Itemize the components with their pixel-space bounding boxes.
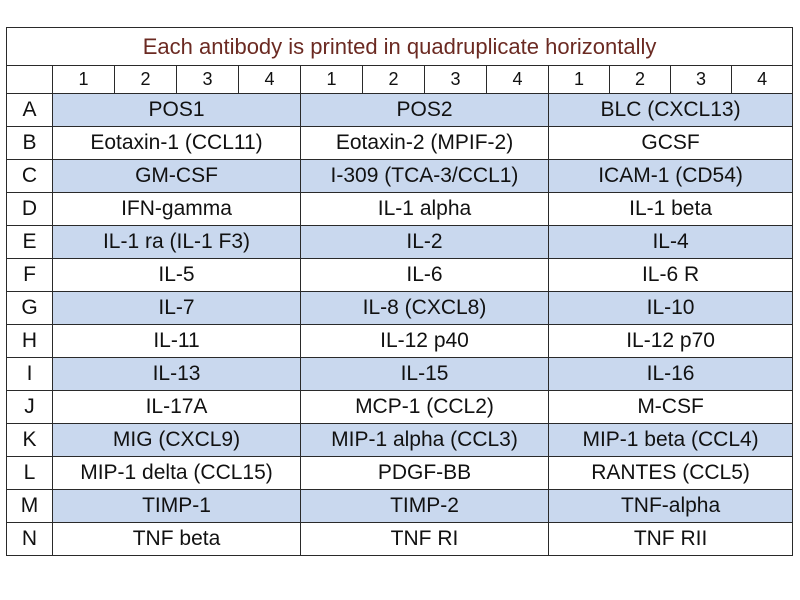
antibody-cell: MCP-1 (CCL2): [301, 391, 549, 424]
row-label: I: [7, 358, 53, 391]
row-label: B: [7, 127, 53, 160]
row-label: M: [7, 490, 53, 523]
row-label: L: [7, 457, 53, 490]
antibody-cell: MIP-1 alpha (CCL3): [301, 424, 549, 457]
antibody-cell: IL-5: [53, 259, 301, 292]
antibody-cell: RANTES (CCL5): [549, 457, 793, 490]
antibody-cell: POS2: [301, 94, 549, 127]
antibody-cell: IL-6: [301, 259, 549, 292]
column-number-row: [7, 66, 793, 94]
antibody-cell: IL-16: [549, 358, 793, 391]
table-row: [7, 193, 793, 226]
table-row: [7, 358, 793, 391]
table-row: [7, 127, 793, 160]
antibody-array-table: [6, 27, 793, 556]
table-row: [7, 226, 793, 259]
column-number: 1: [53, 66, 115, 94]
row-label: G: [7, 292, 53, 325]
antibody-cell: Eotaxin-2 (MPIF-2): [301, 127, 549, 160]
column-number: 2: [610, 66, 671, 94]
table-row: [7, 325, 793, 358]
antibody-cell: TIMP-2: [301, 490, 549, 523]
column-number: 4: [239, 66, 301, 94]
column-number: 3: [425, 66, 487, 94]
table-row: [7, 94, 793, 127]
column-number: 3: [177, 66, 239, 94]
column-number: 4: [732, 66, 793, 94]
table-row: [7, 490, 793, 523]
antibody-cell: IL-8 (CXCL8): [301, 292, 549, 325]
antibody-cell: IL-15: [301, 358, 549, 391]
table-row: [7, 160, 793, 193]
column-number: 3: [671, 66, 732, 94]
row-label: D: [7, 193, 53, 226]
row-label: H: [7, 325, 53, 358]
antibody-cell: IL-1 ra (IL-1 F3): [53, 226, 301, 259]
antibody-cell: IL-12 p70: [549, 325, 793, 358]
antibody-cell: MIG (CXCL9): [53, 424, 301, 457]
row-label: C: [7, 160, 53, 193]
antibody-cell: ICAM-1 (CD54): [549, 160, 793, 193]
column-number: 4: [487, 66, 549, 94]
antibody-cell: IL-17A: [53, 391, 301, 424]
antibody-cell: IL-7: [53, 292, 301, 325]
column-number: 1: [549, 66, 610, 94]
antibody-cell: IL-6 R: [549, 259, 793, 292]
antibody-cell: IL-1 alpha: [301, 193, 549, 226]
antibody-cell: IL-1 beta: [549, 193, 793, 226]
antibody-cell: GCSF: [549, 127, 793, 160]
antibody-cell: GM-CSF: [53, 160, 301, 193]
antibody-cell: TNF beta: [53, 523, 301, 556]
row-label: E: [7, 226, 53, 259]
antibody-cell: MIP-1 delta (CCL15): [53, 457, 301, 490]
row-label: F: [7, 259, 53, 292]
row-label: N: [7, 523, 53, 556]
table-row: [7, 391, 793, 424]
row-label: J: [7, 391, 53, 424]
antibody-cell: IFN-gamma: [53, 193, 301, 226]
antibody-cell: Eotaxin-1 (CCL11): [53, 127, 301, 160]
antibody-cell: IL-4: [549, 226, 793, 259]
antibody-cell: MIP-1 beta (CCL4): [549, 424, 793, 457]
table-row: [7, 523, 793, 556]
corner-cell: [7, 66, 53, 94]
table-row: [7, 424, 793, 457]
column-number: 2: [363, 66, 425, 94]
antibody-cell: PDGF-BB: [301, 457, 549, 490]
antibody-cell: BLC (CXCL13): [549, 94, 793, 127]
row-label: A: [7, 94, 53, 127]
antibody-cell: I-309 (TCA-3/CCL1): [301, 160, 549, 193]
antibody-cell: IL-2: [301, 226, 549, 259]
antibody-cell: IL-11: [53, 325, 301, 358]
row-label: K: [7, 424, 53, 457]
column-number: 1: [301, 66, 363, 94]
column-number: 2: [115, 66, 177, 94]
antibody-cell: IL-10: [549, 292, 793, 325]
antibody-cell: TNF-alpha: [549, 490, 793, 523]
antibody-cell: TNF RII: [549, 523, 793, 556]
table-row: [7, 292, 793, 325]
antibody-cell: IL-13: [53, 358, 301, 391]
antibody-cell: TNF RI: [301, 523, 549, 556]
antibody-cell: TIMP-1: [53, 490, 301, 523]
table-row: [7, 457, 793, 490]
table-title: Each antibody is printed in quadruplicate horizontally: [7, 28, 793, 66]
antibody-cell: POS1: [53, 94, 301, 127]
antibody-cell: M-CSF: [549, 391, 793, 424]
antibody-cell: IL-12 p40: [301, 325, 549, 358]
table-row: [7, 259, 793, 292]
